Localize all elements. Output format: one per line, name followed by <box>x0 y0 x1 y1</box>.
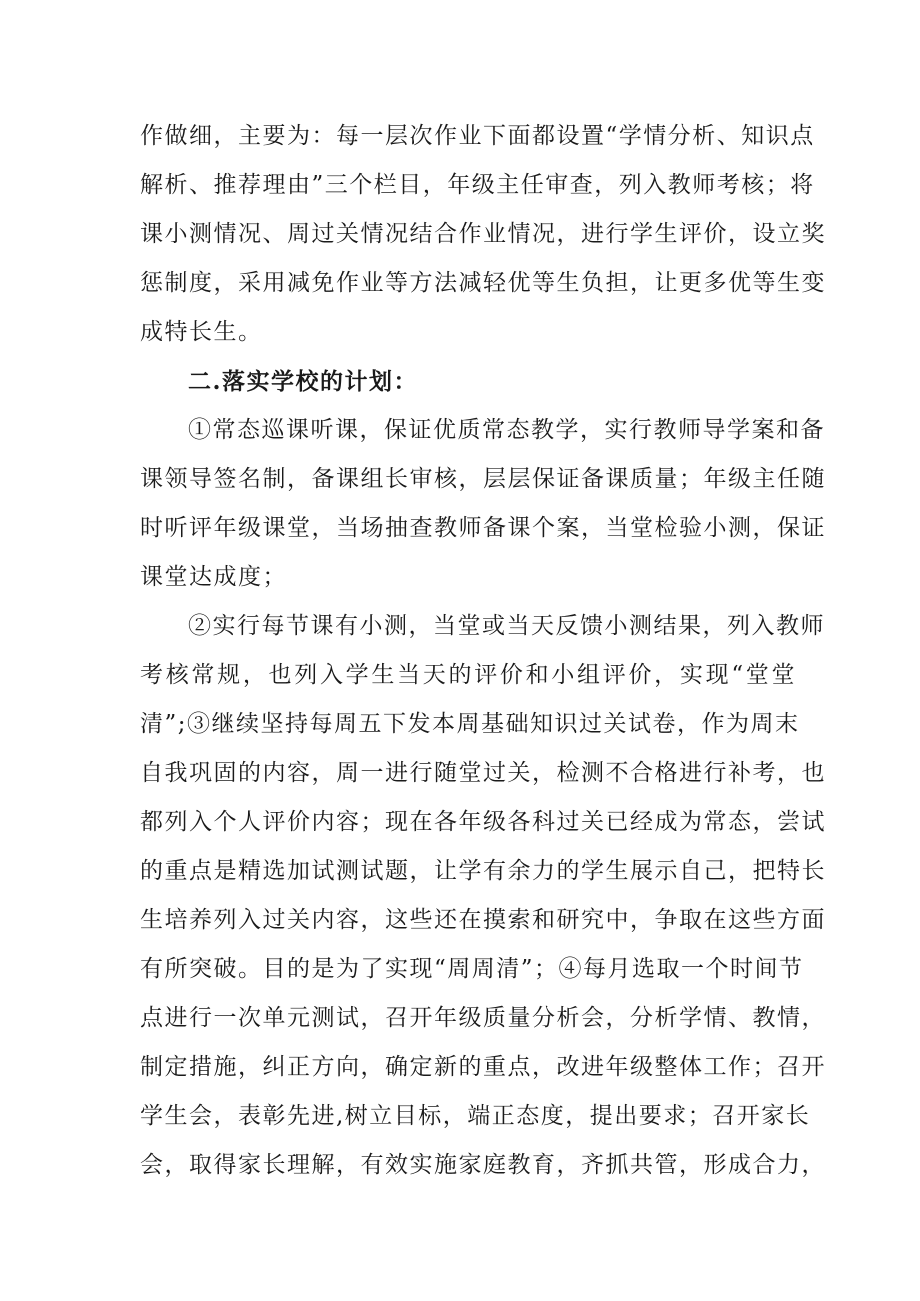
text-line: 课领导签名制，备课组长审核，层层保证备课质量；年级主任随 <box>140 466 826 492</box>
text-line: 考核常规，也列入学生当天的评价和小组评价，实现“堂堂 <box>140 662 796 688</box>
text-line: 解析、推荐理由”三个栏目，年级主任审查，列入教师考核；将 <box>140 172 815 198</box>
text-line: ①常态巡课听课，保证优质常态教学，实行教师导学案和备 <box>188 417 825 443</box>
text-line: 成特长生。 <box>140 319 263 345</box>
text-line: 时听评年级课堂，当场抽查教师备课个案，当堂检验小测，保证 <box>140 515 826 541</box>
text-line: 有所突破。目的是为了实现“周周清”；④每月选取一个时间节 <box>140 956 804 982</box>
text-line: 清”;③继续坚持每周五下发本周基础知识过关试卷，作为周末 <box>140 711 800 737</box>
body-text <box>140 112 826 1190</box>
text-line: ②实行每节课有小测，当堂或当天反馈小测结果，列入教师 <box>188 613 825 639</box>
text-line: 课堂达成度； <box>140 564 287 590</box>
text-line: 都列入个人评价内容；现在各年级各科过关已经成为常态，尝试 <box>140 809 826 835</box>
text-line: 点进行一次单元测试，召开年级质量分析会，分析学情、教情， <box>140 1005 826 1031</box>
text-line: 会，取得家长理解，有效实施家庭教育，齐抓共管，形成合力， <box>140 1152 826 1178</box>
section-heading: 二.落实学校的计划： <box>188 368 419 395</box>
text-line: 制定措施，纠正方向，确定新的重点，改进年级整体工作；召开 <box>140 1054 826 1080</box>
text-line: 生培养列入过关内容，这些还在摸索和研究中，争取在这些方面 <box>140 907 826 933</box>
text-line: 自我巩固的内容，周一进行随堂过关，检测不合格进行补考，也 <box>140 760 826 786</box>
text-line: 的重点是精选加试测试题，让学有余力的学生展示自己，把特长 <box>140 858 826 884</box>
text-line: 课小测情况、周过关情况结合作业情况，进行学生评价，设立奖 <box>140 221 826 247</box>
text-line: 学生会，表彰先进,树立目标，端正态度，提出要求；召开家长 <box>140 1103 811 1129</box>
text-line: 作做细，主要为：每一层次作业下面都设置“学情分析、知识点 <box>140 123 815 149</box>
text-line: 惩制度，采用减免作业等方法减轻优等生负担，让更多优等生变 <box>140 270 826 296</box>
